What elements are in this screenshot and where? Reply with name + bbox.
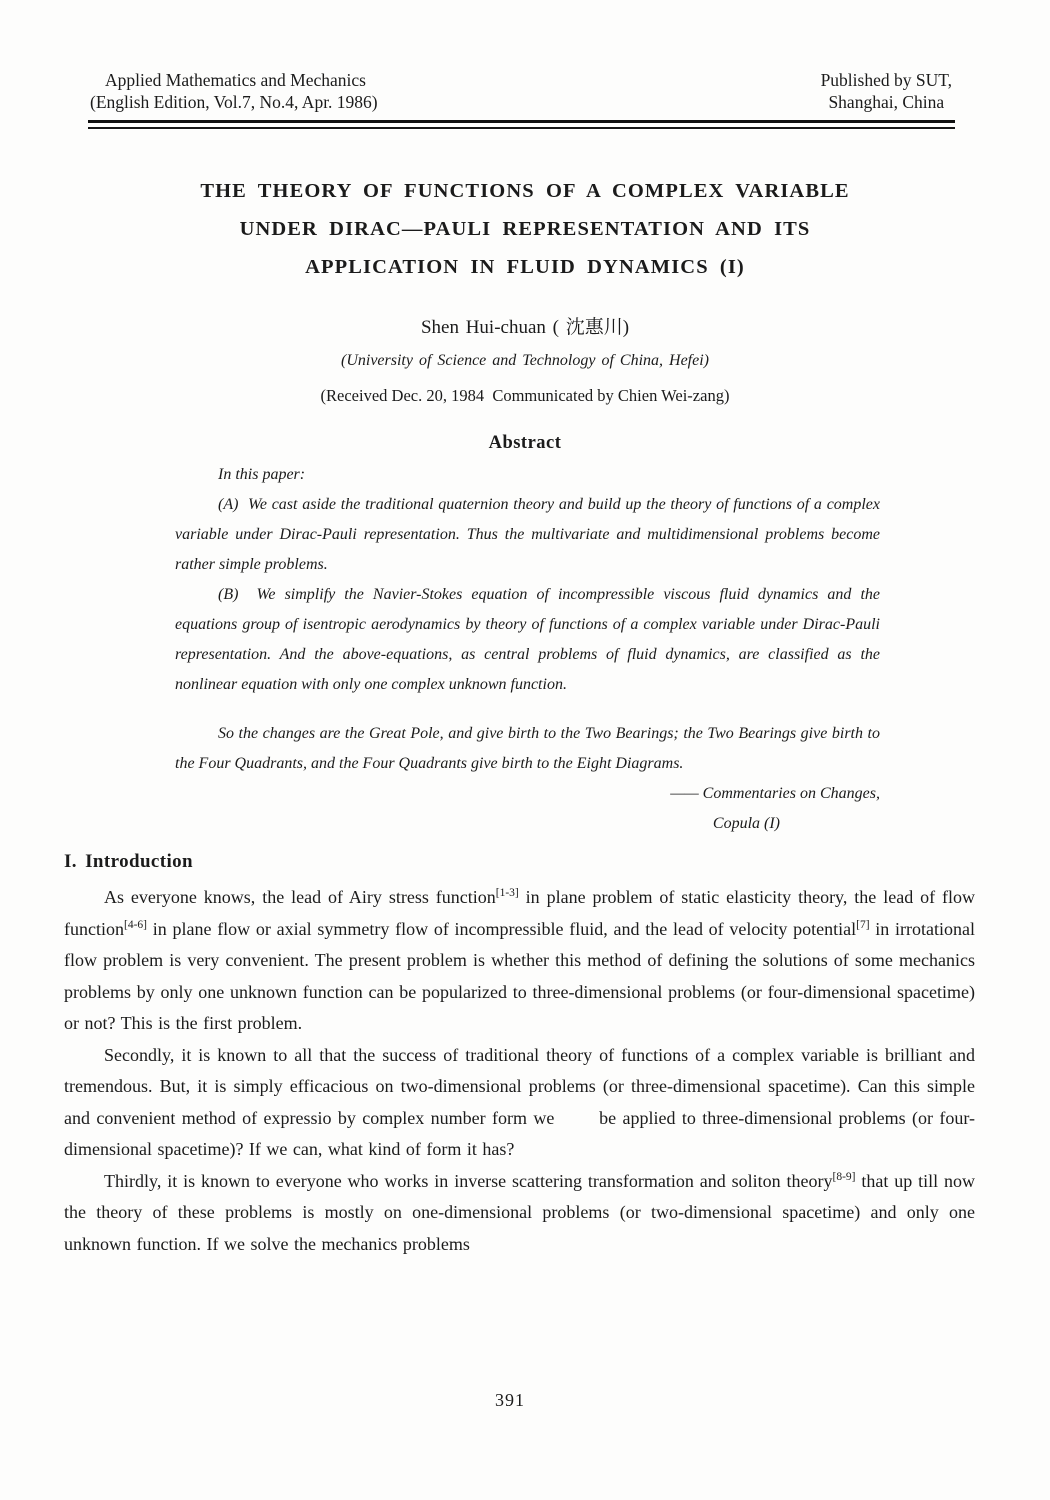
introduction-text <box>64 882 975 1260</box>
epigraph-attribution-source: —— Commentaries on Changes, <box>670 785 880 802</box>
page-number: 391 <box>495 1390 525 1410</box>
journal-identification <box>90 70 378 113</box>
journal-name: Applied Mathematics and Mechanics <box>105 70 366 90</box>
epigraph-attribution-work: Copula (I) <box>712 815 780 832</box>
section-heading-introduction: I. Introduction <box>64 851 194 872</box>
journal-header <box>90 0 952 113</box>
introduction-paragraph-2: Secondly, it is known to all that the success of traditional theory of functions of a complex variable is brilliant and tremendous. But, it is simply efficacious on two-dimensional problems (or three-dimensional spacetime). Can this simple and convenient method of expressio by complex number form we be applied to three-dimensional problems (or four-dimensional spacetime)? If we can, what kind of form it has? <box>64 1044 975 1159</box>
publisher-info <box>821 70 952 113</box>
paper-title <box>40 172 1010 286</box>
received-communicated-line: (Received Dec. 20, 1984 Communicated by Chien Wei-zang) <box>320 386 730 405</box>
journal-edition: (English Edition, Vol.7, No.4, Apr. 1986) <box>90 91 378 112</box>
publisher-line2: Shanghai, China <box>828 91 945 112</box>
paper-title-line3: APPLICATION IN FLUID DYNAMICS (I) <box>305 256 745 278</box>
abstract-paragraph-b: (B) We simplify the Navier-Stokes equation of incompressible viscous fluid dynamics and the equations group of isentropic aerodynamics by theory of functions of a complex variable under Dirac-Pauli representation. And the above-equations, as central problems of fluid dynamics, are classified as the nonlinear equation with only one complex unknown function. <box>175 586 880 693</box>
abstract-heading: Abstract <box>488 433 562 453</box>
publisher-line1: Published by SUT, <box>820 70 952 90</box>
introduction-paragraph-1: As everyone knows, the lead of Airy stress function[1-3] in plane problem of static elasticity theory, the lead of flow function[4-6] in plane flow or axial symmetry flow of incompressible fluid, and the lead of velocity potential[7] in irrotational flow problem is very convenient. The present problem is whether this method of defining the solutions of some mechanics problems by only one unknown function can be popularized to three-dimensional problems (or four-dimensional spacetime) or not? This is the first problem. <box>64 887 976 1033</box>
paper-title-line2: UNDER DIRAC—PAULI REPRESENTATION AND ITS <box>239 218 811 240</box>
abstract-body <box>175 460 880 839</box>
paper-title-line1: THE THEORY OF FUNCTIONS OF A COMPLEX VARIABLE <box>200 180 850 202</box>
epigraph-quote: So the changes are the Great Pole, and give birth to the Two Bearings; the Two Bearings give birth to the Four Quadrants, and the Four Quadrants give birth to the Eight Diagrams. <box>175 725 880 772</box>
author-name: Shen Hui-chuan ( 沈惠川) <box>420 317 630 338</box>
introduction-paragraph-3: Thirdly, it is known to everyone who works in inverse scattering transformation and soliton theory[8-9] that up till now the theory of these problems is mostly on one-dimensional problems (or two-dimensional spacetime) and only one unknown function. If we solve the mechanics problems <box>64 1170 975 1254</box>
author-affiliation: (University of Science and Technology of China, Hefei) <box>341 352 709 369</box>
header-divider-rule <box>88 120 955 129</box>
abstract-paragraph-a: (A) We cast aside the traditional quaternion theory and build up the theory of functions of a complex variable under Dirac-Pauli representation. Thus the multivariate and multidimensional problems become rather simple problems. <box>175 496 880 573</box>
abstract-lead-in: In this paper: <box>218 466 306 483</box>
